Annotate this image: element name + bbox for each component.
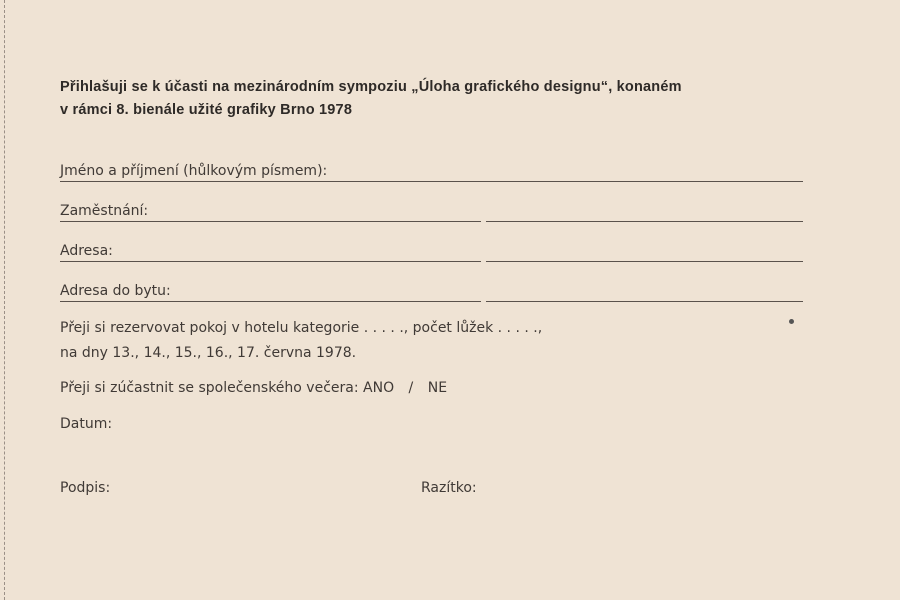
home-address-label: Adresa do bytu: <box>60 283 171 299</box>
evening-label: Přeji si zúčastnit se společenského večera: <box>60 380 359 396</box>
date-label: Datum: <box>60 416 113 432</box>
stamp-label: Razítko: <box>421 480 477 496</box>
address-label: Adresa: <box>60 243 113 259</box>
employment-field-2[interactable] <box>486 221 803 222</box>
name-field[interactable] <box>60 181 803 182</box>
name-label: Jméno a příjmení (hůlkovým písmem): <box>60 163 328 179</box>
form-heading <box>60 76 810 122</box>
option-separator: / <box>408 380 414 396</box>
home-address-field[interactable] <box>60 301 481 302</box>
ink-dot <box>789 319 794 324</box>
address-field[interactable] <box>60 261 481 262</box>
reservation-line-2: na dny 13., 14., 15., 16., 17. června 1978. <box>60 345 357 361</box>
evening-question <box>60 380 447 396</box>
employment-field[interactable] <box>60 221 481 222</box>
address-field-2[interactable] <box>486 261 803 262</box>
employment-label: Zaměstnání: <box>60 203 149 219</box>
option-yes[interactable]: ANO <box>363 380 395 396</box>
perforation-line <box>4 0 5 600</box>
signature-label: Podpis: <box>60 480 111 496</box>
heading-line-2: v rámci 8. bienále užité grafiky Brno 1978 <box>60 102 353 118</box>
reservation-line-1: Přeji si rezervovat pokoj v hotelu kategorie . . . . ., počet lůžek . . . . ., <box>60 320 543 336</box>
home-address-field-2[interactable] <box>486 301 803 302</box>
heading-line-1: Přihlašuji se k účasti na mezinárodním sympoziu „Úloha grafického designu“, konaném <box>60 79 682 95</box>
option-no[interactable]: NE <box>427 380 448 396</box>
